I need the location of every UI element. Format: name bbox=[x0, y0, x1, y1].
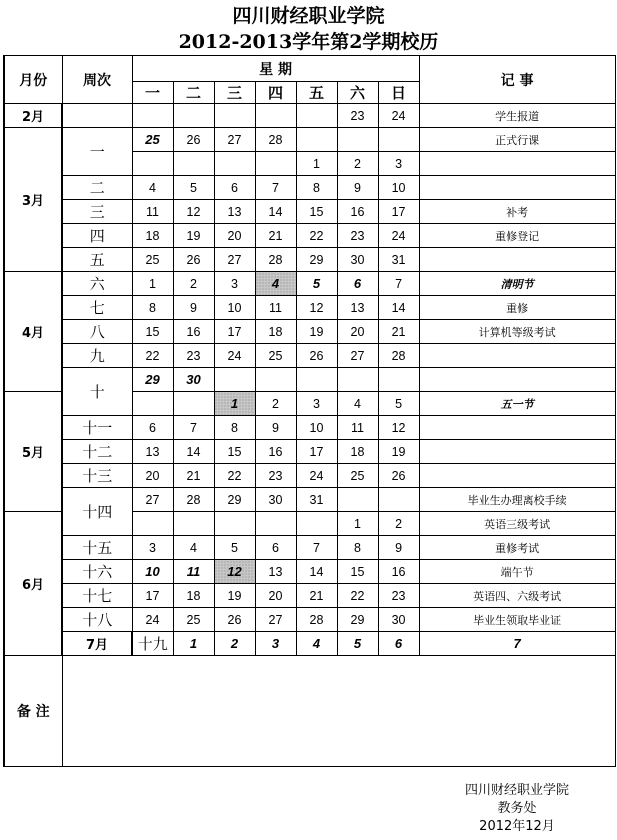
day-cell: 16 bbox=[378, 560, 419, 584]
month-may: 5月 bbox=[4, 392, 62, 512]
day-cell: 10 bbox=[378, 176, 419, 200]
day-cell: 23 bbox=[173, 344, 214, 368]
day-cell: 7 bbox=[173, 416, 214, 440]
day-cell bbox=[173, 512, 214, 536]
day-cell bbox=[378, 488, 419, 512]
day-cell bbox=[214, 512, 255, 536]
day-cell: 25 bbox=[132, 128, 173, 152]
event-cell: 端午节 bbox=[419, 560, 615, 584]
holiday-day-cell: 30 bbox=[173, 368, 214, 392]
exam-day-cell: 4 bbox=[296, 632, 337, 656]
day-cell: 14 bbox=[255, 200, 296, 224]
header-day-tue: 二 bbox=[173, 82, 214, 104]
day-cell: 3 bbox=[132, 536, 173, 560]
event-cell: 毕业生领取毕业证 bbox=[419, 608, 615, 632]
day-cell: 2 bbox=[255, 392, 296, 416]
day-cell bbox=[173, 152, 214, 176]
day-cell: 11 bbox=[337, 416, 378, 440]
day-cell: 10 bbox=[214, 296, 255, 320]
event-cell bbox=[419, 248, 615, 272]
day-cell bbox=[132, 104, 173, 128]
day-cell: 8 bbox=[214, 416, 255, 440]
week-cell bbox=[62, 104, 132, 128]
week-cell: 四 bbox=[62, 224, 132, 248]
day-cell: 21 bbox=[378, 320, 419, 344]
day-cell: 24 bbox=[378, 104, 419, 128]
day-cell: 13 bbox=[255, 560, 296, 584]
day-cell: 19 bbox=[173, 224, 214, 248]
day-cell: 28 bbox=[296, 608, 337, 632]
day-cell bbox=[296, 104, 337, 128]
notes-area bbox=[62, 656, 615, 767]
header-notes: 记 事 bbox=[419, 56, 615, 104]
day-cell: 24 bbox=[132, 608, 173, 632]
week-cell: 十九 bbox=[132, 632, 173, 656]
day-cell bbox=[255, 368, 296, 392]
day-cell: 27 bbox=[132, 488, 173, 512]
exam-day-cell: 7 bbox=[419, 632, 615, 656]
header-day-thu: 四 bbox=[255, 82, 296, 104]
day-cell bbox=[337, 488, 378, 512]
day-cell: 23 bbox=[378, 584, 419, 608]
event-cell: 补考 bbox=[419, 200, 615, 224]
week-cell: 十八 bbox=[62, 608, 132, 632]
day-cell: 8 bbox=[132, 296, 173, 320]
day-cell: 24 bbox=[296, 464, 337, 488]
day-cell bbox=[296, 512, 337, 536]
day-cell: 14 bbox=[378, 296, 419, 320]
month-jul: 7月 bbox=[62, 632, 132, 656]
week-cell: 十五 bbox=[62, 536, 132, 560]
week-cell: 九 bbox=[62, 344, 132, 368]
day-cell: 5 bbox=[378, 392, 419, 416]
day-cell: 22 bbox=[337, 584, 378, 608]
day-cell bbox=[378, 128, 419, 152]
day-cell bbox=[337, 368, 378, 392]
event-cell: 重修登记 bbox=[419, 224, 615, 248]
day-cell: 31 bbox=[378, 248, 419, 272]
week-cell: 十三 bbox=[62, 464, 132, 488]
header-day-wed: 三 bbox=[214, 82, 255, 104]
day-cell: 27 bbox=[255, 608, 296, 632]
event-cell: 清明节 bbox=[419, 272, 615, 296]
day-cell: 22 bbox=[132, 344, 173, 368]
day-cell: 22 bbox=[296, 224, 337, 248]
day-cell: 17 bbox=[378, 200, 419, 224]
month-apr: 4月 bbox=[4, 272, 62, 392]
event-cell: 五一节 bbox=[419, 392, 615, 416]
day-cell: 2 bbox=[173, 272, 214, 296]
day-cell: 2 bbox=[378, 512, 419, 536]
month-feb: 2月 bbox=[4, 104, 62, 128]
day-cell: 19 bbox=[296, 320, 337, 344]
event-cell: 重修考试 bbox=[419, 536, 615, 560]
week-cell: 十 bbox=[62, 368, 132, 416]
header-day-sat: 六 bbox=[337, 82, 378, 104]
day-cell bbox=[132, 392, 173, 416]
event-cell bbox=[419, 176, 615, 200]
day-cell: 6 bbox=[214, 176, 255, 200]
day-cell: 9 bbox=[378, 536, 419, 560]
week-cell: 一 bbox=[62, 128, 132, 176]
holiday-day-cell: 29 bbox=[132, 368, 173, 392]
header-month: 月份 bbox=[4, 56, 62, 104]
event-cell: 重修 bbox=[419, 296, 615, 320]
day-cell: 24 bbox=[214, 344, 255, 368]
day-cell: 8 bbox=[337, 536, 378, 560]
day-cell bbox=[214, 368, 255, 392]
day-cell: 28 bbox=[255, 248, 296, 272]
day-cell: 25 bbox=[132, 248, 173, 272]
day-cell: 11 bbox=[255, 296, 296, 320]
day-cell bbox=[132, 512, 173, 536]
day-cell: 14 bbox=[296, 560, 337, 584]
day-cell: 28 bbox=[378, 344, 419, 368]
day-cell: 1 bbox=[132, 272, 173, 296]
day-cell: 31 bbox=[296, 488, 337, 512]
day-cell: 9 bbox=[173, 296, 214, 320]
day-cell: 29 bbox=[214, 488, 255, 512]
day-cell: 26 bbox=[378, 464, 419, 488]
day-cell: 13 bbox=[337, 296, 378, 320]
month-jun: 6月 bbox=[4, 512, 62, 656]
day-cell bbox=[214, 104, 255, 128]
event-cell bbox=[419, 152, 615, 176]
day-cell: 17 bbox=[214, 320, 255, 344]
holiday-day-cell: 6 bbox=[337, 272, 378, 296]
calendar-title: 2012-2013学年第2学期校历 bbox=[178, 31, 439, 53]
day-cell: 12 bbox=[173, 200, 214, 224]
day-cell bbox=[255, 104, 296, 128]
day-cell bbox=[296, 128, 337, 152]
week-cell: 三 bbox=[62, 200, 132, 224]
day-cell: 24 bbox=[378, 224, 419, 248]
week-cell: 五 bbox=[62, 248, 132, 272]
week-cell: 十四 bbox=[62, 488, 132, 536]
day-cell: 3 bbox=[214, 272, 255, 296]
day-cell bbox=[255, 152, 296, 176]
day-cell bbox=[296, 368, 337, 392]
day-cell: 2 bbox=[337, 152, 378, 176]
day-cell: 13 bbox=[214, 200, 255, 224]
day-cell: 9 bbox=[255, 416, 296, 440]
day-cell: 20 bbox=[255, 584, 296, 608]
week-cell: 十七 bbox=[62, 584, 132, 608]
day-cell: 3 bbox=[378, 152, 419, 176]
day-cell: 19 bbox=[214, 584, 255, 608]
day-cell: 16 bbox=[337, 200, 378, 224]
day-cell bbox=[214, 152, 255, 176]
day-cell: 15 bbox=[337, 560, 378, 584]
day-cell: 4 bbox=[173, 536, 214, 560]
day-cell: 15 bbox=[214, 440, 255, 464]
day-cell: 30 bbox=[378, 608, 419, 632]
footer-office: 教务处 bbox=[497, 801, 537, 816]
day-cell: 3 bbox=[296, 392, 337, 416]
week-cell: 二 bbox=[62, 176, 132, 200]
exam-day-cell: 6 bbox=[378, 632, 419, 656]
day-cell: 16 bbox=[173, 320, 214, 344]
day-cell: 4 bbox=[132, 176, 173, 200]
holiday-day-cell: 11 bbox=[173, 560, 214, 584]
event-cell bbox=[419, 416, 615, 440]
day-cell: 21 bbox=[173, 464, 214, 488]
day-cell: 4 bbox=[337, 392, 378, 416]
day-cell: 27 bbox=[214, 248, 255, 272]
day-cell bbox=[337, 128, 378, 152]
day-cell: 7 bbox=[378, 272, 419, 296]
holiday-day-cell: 1 bbox=[214, 392, 255, 416]
week-cell: 七 bbox=[62, 296, 132, 320]
week-cell: 十六 bbox=[62, 560, 132, 584]
week-cell: 六 bbox=[62, 272, 132, 296]
event-cell bbox=[419, 464, 615, 488]
day-cell: 17 bbox=[296, 440, 337, 464]
day-cell: 21 bbox=[296, 584, 337, 608]
day-cell: 20 bbox=[214, 224, 255, 248]
day-cell: 28 bbox=[173, 488, 214, 512]
day-cell: 23 bbox=[337, 104, 378, 128]
day-cell: 15 bbox=[132, 320, 173, 344]
month-mar: 3月 bbox=[4, 128, 62, 272]
day-cell: 30 bbox=[337, 248, 378, 272]
day-cell: 18 bbox=[337, 440, 378, 464]
holiday-day-cell: 10 bbox=[132, 560, 173, 584]
day-cell: 12 bbox=[296, 296, 337, 320]
day-cell bbox=[378, 368, 419, 392]
day-cell: 19 bbox=[378, 440, 419, 464]
event-cell: 毕业生办理离校手续 bbox=[419, 488, 615, 512]
holiday-day-cell: 4 bbox=[255, 272, 296, 296]
day-cell: 6 bbox=[132, 416, 173, 440]
header-day-mon: 一 bbox=[132, 82, 173, 104]
day-cell: 29 bbox=[296, 248, 337, 272]
header-week: 周次 bbox=[62, 56, 132, 104]
day-cell: 26 bbox=[173, 128, 214, 152]
exam-day-cell: 5 bbox=[337, 632, 378, 656]
day-cell bbox=[173, 392, 214, 416]
event-cell: 学生报道 bbox=[419, 104, 615, 128]
day-cell: 5 bbox=[214, 536, 255, 560]
header-day-fri: 五 bbox=[296, 82, 337, 104]
day-cell bbox=[255, 512, 296, 536]
day-cell: 25 bbox=[173, 608, 214, 632]
exam-day-cell: 2 bbox=[214, 632, 255, 656]
day-cell bbox=[173, 104, 214, 128]
day-cell: 23 bbox=[337, 224, 378, 248]
school-title: 四川财经职业学院 bbox=[232, 5, 385, 27]
notes-label: 备 注 bbox=[4, 656, 62, 767]
day-cell: 18 bbox=[173, 584, 214, 608]
day-cell: 10 bbox=[296, 416, 337, 440]
day-cell: 14 bbox=[173, 440, 214, 464]
day-cell: 20 bbox=[337, 320, 378, 344]
event-cell bbox=[419, 368, 615, 392]
day-cell: 26 bbox=[173, 248, 214, 272]
day-cell: 11 bbox=[132, 200, 173, 224]
holiday-day-cell: 12 bbox=[214, 560, 255, 584]
exam-day-cell: 1 bbox=[173, 632, 214, 656]
day-cell: 26 bbox=[214, 608, 255, 632]
day-cell: 27 bbox=[337, 344, 378, 368]
day-cell bbox=[132, 152, 173, 176]
day-cell: 7 bbox=[296, 536, 337, 560]
event-cell: 正式行课 bbox=[419, 128, 615, 152]
event-cell: 英语四、六级考试 bbox=[419, 584, 615, 608]
day-cell: 21 bbox=[255, 224, 296, 248]
day-cell: 6 bbox=[255, 536, 296, 560]
day-cell: 1 bbox=[296, 152, 337, 176]
school-calendar-table bbox=[3, 55, 616, 767]
week-cell: 八 bbox=[62, 320, 132, 344]
day-cell: 18 bbox=[255, 320, 296, 344]
day-cell: 23 bbox=[255, 464, 296, 488]
day-cell: 8 bbox=[296, 176, 337, 200]
day-cell: 12 bbox=[378, 416, 419, 440]
day-cell: 1 bbox=[337, 512, 378, 536]
day-cell: 17 bbox=[132, 584, 173, 608]
day-cell: 7 bbox=[255, 176, 296, 200]
day-cell: 30 bbox=[255, 488, 296, 512]
header-weekday-group: 星 期 bbox=[132, 56, 419, 82]
footer-date: 2012年12月 bbox=[479, 819, 555, 834]
day-cell: 16 bbox=[255, 440, 296, 464]
event-cell: 英语三级考试 bbox=[419, 512, 615, 536]
day-cell: 25 bbox=[337, 464, 378, 488]
day-cell: 29 bbox=[337, 608, 378, 632]
day-cell: 25 bbox=[255, 344, 296, 368]
day-cell: 18 bbox=[132, 224, 173, 248]
week-cell: 十一 bbox=[62, 416, 132, 440]
day-cell: 13 bbox=[132, 440, 173, 464]
day-cell: 20 bbox=[132, 464, 173, 488]
day-cell: 26 bbox=[296, 344, 337, 368]
event-cell bbox=[419, 344, 615, 368]
footer-school: 四川财经职业学院 bbox=[464, 783, 569, 798]
exam-day-cell: 3 bbox=[255, 632, 296, 656]
event-cell: 计算机等级考试 bbox=[419, 320, 615, 344]
week-cell: 十二 bbox=[62, 440, 132, 464]
day-cell: 27 bbox=[214, 128, 255, 152]
day-cell: 15 bbox=[296, 200, 337, 224]
day-cell: 28 bbox=[255, 128, 296, 152]
day-cell: 5 bbox=[173, 176, 214, 200]
event-cell bbox=[419, 440, 615, 464]
day-cell: 9 bbox=[337, 176, 378, 200]
holiday-day-cell: 5 bbox=[296, 272, 337, 296]
header-day-sun: 日 bbox=[378, 82, 419, 104]
day-cell: 22 bbox=[214, 464, 255, 488]
